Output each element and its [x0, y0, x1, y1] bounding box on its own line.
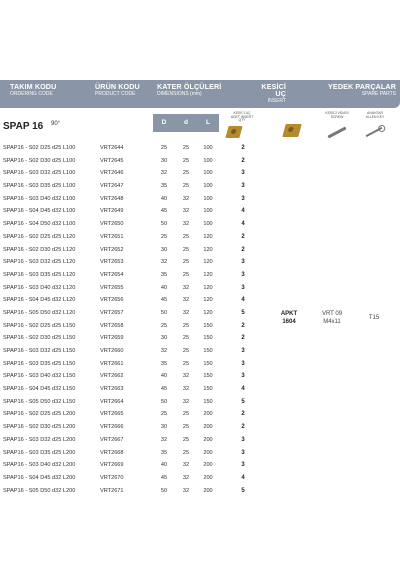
insert-qty-cell: 3 — [241, 360, 245, 367]
dim-D-cell: 32 — [160, 436, 168, 443]
product-code-cell: VRT2661 — [100, 360, 124, 367]
product-code-cell: VRT2660 — [100, 348, 124, 354]
insert-qty-cell: 3 — [241, 183, 245, 190]
dim-D-cell: 35 — [160, 360, 168, 367]
dim-L-cell: 100 — [203, 208, 213, 215]
insert-qty-label: KESİCİ UÇ ADET INSERT QTY — [230, 111, 254, 123]
spare-insert-line2: 1604 — [282, 319, 296, 326]
series-angle: 90° — [51, 121, 61, 127]
dim-d-cell: 25 — [182, 348, 190, 354]
dim-D-cell: 35 — [160, 183, 168, 190]
dim-D-cell: 50 — [160, 487, 168, 494]
ordering-code-cell: SPAP16 - S02 D30 d25 L100 — [3, 157, 76, 164]
ordering-code-cell: SPAP16 - S03 D40 d32 L120 — [3, 284, 76, 291]
insert-qty-cell: 3 — [241, 373, 245, 380]
table-row — [0, 155, 400, 168]
table-row — [0, 345, 400, 358]
insert-qty-cell: 4 — [241, 386, 245, 393]
ordering-code-cell: SPAP16 - S02 D30 d25 L200 — [3, 424, 76, 431]
table-row — [0, 370, 400, 383]
product-code-cell: VRT2663 — [100, 386, 124, 393]
dim-d-cell: 25 — [182, 271, 190, 278]
insert-qty-cell: 2 — [241, 424, 245, 431]
header-insert-en: INSERT — [267, 98, 286, 105]
dim-d-cell: 25 — [182, 449, 190, 456]
header-insert — [250, 83, 286, 104]
dim-d-cell: 25 — [182, 322, 190, 329]
insert-qty-cell: 5 — [241, 309, 245, 316]
dim-D-cell: 30 — [160, 157, 168, 164]
insert-qty-cell: 2 — [241, 335, 245, 342]
dim-D-cell: 50 — [160, 309, 168, 316]
dim-d-cell: 25 — [182, 170, 190, 177]
allen-key-icon — [366, 127, 383, 137]
ordering-code-cell: SPAP16 - S04 D45 d32 L100 — [3, 208, 76, 215]
dim-D-cell: 35 — [160, 271, 168, 278]
ordering-code-cell: SPAP16 - S04 D45 d32 L200 — [3, 474, 76, 481]
dim-D-cell: 40 — [160, 373, 168, 380]
dim-D-cell: 32 — [160, 259, 168, 266]
table-row — [0, 167, 400, 180]
ordering-code-cell: SPAP16 - S03 D35 d25 L120 — [3, 271, 76, 278]
table-row — [0, 459, 400, 472]
dim-D-cell: 45 — [160, 297, 168, 304]
dim-L-cell: 100 — [203, 157, 213, 164]
table-row — [0, 447, 400, 460]
ordering-code-cell: SPAP16 - S03 D35 d25 L150 — [3, 360, 76, 367]
insert-qty-cell: 2 — [241, 157, 245, 164]
ordering-code-cell: SPAP16 - S02 D25 d25 L150 — [3, 322, 76, 329]
table-row — [0, 218, 400, 231]
dim-d-cell: 25 — [182, 145, 190, 151]
insert-qty-cell: 2 — [241, 233, 245, 240]
dim-column-d: d — [175, 114, 197, 132]
ordering-code-cell: SPAP16 - S03 D35 d25 L200 — [3, 449, 76, 456]
dim-L-cell: 150 — [203, 398, 213, 405]
ordering-code-cell: SPAP16 - S03 D32 d25 L120 — [3, 259, 76, 266]
ordering-code-cell: SPAP16 - S03 D35 d25 L100 — [3, 183, 76, 190]
dim-d-cell: 25 — [182, 360, 190, 367]
table-row — [0, 282, 400, 295]
insert-qty-icon — [225, 126, 242, 138]
dim-L-cell: 120 — [203, 297, 213, 304]
dim-column-D: D — [153, 114, 175, 132]
table-row — [0, 383, 400, 396]
dim-d-cell: 25 — [182, 157, 190, 164]
ordering-code-cell: SPAP16 - S03 D40 d32 L150 — [3, 373, 76, 380]
header-product-code-tr: ÜRÜN KODU — [95, 82, 140, 91]
dim-d-cell: 32 — [182, 284, 190, 291]
spare-insert — [274, 310, 304, 326]
product-code-cell: VRT2652 — [100, 246, 124, 253]
table-row — [0, 180, 400, 193]
insert-qty-cell: 5 — [241, 398, 245, 405]
header-insert-tr: KESİCİ UÇ — [261, 82, 286, 99]
insert-qty-cell: 3 — [241, 271, 245, 278]
spare-screw-line1: VRT 09 — [321, 311, 343, 317]
dim-D-cell: 32 — [160, 348, 168, 354]
product-code-cell: VRT2654 — [100, 271, 124, 278]
table-row — [0, 485, 400, 498]
dim-d-cell: 32 — [182, 195, 190, 202]
dim-L-cell: 150 — [203, 322, 213, 329]
dim-D-cell: 32 — [160, 170, 168, 177]
dim-L-cell: 200 — [203, 411, 213, 418]
product-code-cell: VRT2667 — [100, 436, 124, 443]
dim-D-cell: 40 — [160, 284, 168, 291]
dim-D-cell: 40 — [160, 195, 168, 202]
product-code-cell: VRT2670 — [100, 474, 124, 481]
ordering-code-cell: SPAP16 - S02 D25 d25 L100 — [3, 145, 76, 151]
dim-D-cell: 45 — [160, 386, 168, 393]
product-code-cell: VRT2646 — [100, 170, 124, 177]
insert-qty-cell: 4 — [241, 474, 245, 481]
product-code-cell: VRT2647 — [100, 183, 124, 190]
table-row — [0, 256, 400, 269]
header-dimensions-en: DIMENSIONS (mm) — [157, 91, 202, 98]
dim-column-L: L — [197, 114, 219, 132]
ordering-code-cell: SPAP16 - S02 D30 d25 L150 — [3, 335, 76, 342]
dim-L-cell: 120 — [203, 246, 213, 253]
insert-qty-cell: 3 — [241, 449, 245, 456]
header-ordering-code-tr: TAKIM KODU — [10, 82, 57, 91]
dim-L-cell: 200 — [203, 436, 213, 443]
dim-D-cell: 50 — [160, 398, 168, 405]
header-ordering-code — [10, 83, 56, 97]
dim-L-cell: 100 — [203, 195, 213, 202]
product-code-cell: VRT2656 — [100, 297, 124, 304]
ordering-code-cell: SPAP16 - S04 D45 d32 L120 — [3, 297, 76, 304]
dim-d-cell: 25 — [182, 233, 190, 240]
insert-qty-cell: 4 — [241, 208, 245, 215]
product-code-cell: VRT2666 — [100, 424, 124, 431]
spare-screw — [317, 310, 347, 326]
product-code-cell: VRT2644 — [100, 145, 124, 151]
header-ordering-code-en: ORDERING CODE — [10, 91, 53, 98]
insert-qty-cell: 4 — [241, 221, 245, 228]
dim-D-cell: 40 — [160, 462, 168, 469]
dim-L-cell: 150 — [203, 348, 213, 354]
dim-L-cell: 200 — [203, 474, 213, 481]
header-dimensions-tr: KATER ÖLÇÜLERİ — [157, 82, 222, 91]
dim-d-cell: 32 — [182, 221, 190, 228]
product-code-cell: VRT2653 — [100, 259, 124, 266]
dim-L-cell: 150 — [203, 360, 213, 367]
dim-d-cell: 25 — [182, 436, 190, 443]
ordering-code-cell: SPAP16 - S02 D25 d25 L120 — [3, 233, 76, 240]
table-row — [0, 358, 400, 371]
table-row — [0, 408, 400, 421]
ordering-code-cell: SPAP16 - S02 D30 d25 L120 — [3, 246, 76, 253]
product-code-cell: VRT2651 — [100, 233, 124, 240]
insert-qty-cell: 4 — [241, 297, 245, 304]
dim-D-cell: 25 — [160, 145, 168, 151]
spare-key: T15 — [368, 315, 380, 321]
product-code-cell: VRT2657 — [100, 309, 124, 316]
table-header-bar — [0, 80, 400, 108]
product-code-cell: VRT2655 — [100, 284, 124, 291]
header-product-code-en: PRODUCT CODE — [95, 91, 136, 98]
dim-L-cell: 120 — [203, 309, 213, 316]
product-code-cell: VRT2668 — [100, 449, 124, 456]
table-row — [0, 142, 400, 155]
dim-D-cell: 45 — [160, 208, 168, 215]
ordering-code-cell: SPAP16 - S05 D50 d32 L150 — [3, 398, 76, 405]
product-code-cell: VRT2659 — [100, 335, 124, 342]
dim-d-cell: 32 — [182, 309, 190, 316]
product-code-cell: VRT2645 — [100, 157, 124, 164]
insert-qty-cell: 3 — [241, 348, 245, 354]
dim-D-cell: 30 — [160, 424, 168, 431]
series-title: SPAP 16 — [3, 121, 44, 132]
dim-L-cell: 120 — [203, 284, 213, 291]
product-code-cell: VRT2671 — [100, 487, 124, 494]
dim-L-cell: 150 — [203, 386, 213, 393]
ordering-code-cell: SPAP16 - S02 D25 d25 L200 — [3, 411, 76, 418]
insert-qty-cell: 2 — [241, 322, 245, 329]
dim-D-cell: 25 — [160, 233, 168, 240]
dim-d-cell: 32 — [182, 398, 190, 405]
product-code-cell: VRT2649 — [100, 208, 124, 215]
ordering-code-cell: SPAP16 - S03 D40 d32 L200 — [3, 462, 76, 469]
ordering-code-cell: SPAP16 - S05 D50 d32 L120 — [3, 309, 76, 316]
dim-d-cell: 32 — [182, 474, 190, 481]
ordering-code-cell: SPAP16 - S03 D40 d32 L100 — [3, 195, 76, 202]
product-code-cell: VRT2669 — [100, 462, 124, 469]
dim-D-cell: 30 — [160, 246, 168, 253]
dim-d-cell: 32 — [182, 208, 190, 215]
dim-d-cell: 25 — [182, 411, 190, 418]
spare-screw-line2: M4x11 — [323, 319, 341, 326]
dim-L-cell: 120 — [203, 233, 213, 240]
table-row — [0, 472, 400, 485]
insert-qty-cell: 2 — [241, 411, 245, 418]
insert-qty-cell: 3 — [241, 259, 245, 266]
table-row — [0, 294, 400, 307]
table-row — [0, 421, 400, 434]
ordering-code-cell: SPAP16 - S04 D50 d32 L100 — [3, 221, 76, 228]
dim-d-cell: 32 — [182, 373, 190, 380]
table-row — [0, 193, 400, 206]
key-label: ANAHTAR ALLEN KEY — [365, 111, 385, 119]
insert-qty-cell: 3 — [241, 436, 245, 443]
ordering-code-cell: SPAP16 - S04 D45 d32 L150 — [3, 386, 76, 393]
dim-d-cell: 32 — [182, 487, 190, 494]
dim-L-cell: 150 — [203, 335, 213, 342]
ordering-code-cell: SPAP16 - S03 D32 d25 L150 — [3, 348, 76, 354]
insert-qty-cell: 3 — [241, 284, 245, 291]
insert-qty-cell: 3 — [241, 462, 245, 469]
dim-L-cell: 100 — [203, 145, 213, 151]
dim-L-cell: 200 — [203, 424, 213, 431]
insert-qty-cell: 2 — [241, 246, 245, 253]
table-row — [0, 269, 400, 282]
table-row — [0, 434, 400, 447]
dim-L-cell: 200 — [203, 449, 213, 456]
dim-L-cell: 150 — [203, 373, 213, 380]
dim-d-cell: 32 — [182, 297, 190, 304]
table-row — [0, 231, 400, 244]
product-code-cell: VRT2658 — [100, 322, 124, 329]
product-code-cell: VRT2648 — [100, 195, 124, 202]
dim-d-cell: 25 — [182, 259, 190, 266]
header-spare-parts — [328, 83, 396, 97]
insert-qty-cell: 3 — [241, 170, 245, 177]
ordering-code-cell: SPAP16 - S03 D32 d25 L200 — [3, 436, 76, 443]
screw-label: KESİCİ VİDASI SCREW — [325, 111, 349, 119]
header-dimensions — [157, 83, 221, 97]
spare-insert-line1: APKT — [280, 311, 298, 317]
dim-D-cell: 25 — [160, 411, 168, 418]
dim-D-cell: 50 — [160, 221, 168, 228]
table-row — [0, 244, 400, 257]
header-spare-en: SPARE PARTS — [361, 91, 396, 98]
product-code-cell: VRT2662 — [100, 373, 124, 380]
product-code-cell: VRT2664 — [100, 398, 124, 405]
screw-icon — [327, 126, 346, 138]
table-row — [0, 396, 400, 409]
dim-d-cell: 25 — [182, 183, 190, 190]
dim-L-cell: 200 — [203, 487, 213, 494]
insert-qty-cell: 2 — [241, 145, 245, 151]
dim-d-cell: 25 — [182, 246, 190, 253]
header-spare-tr: YEDEK PARÇALAR — [328, 82, 396, 91]
dim-D-cell: 30 — [160, 335, 168, 342]
insert-icon — [282, 124, 301, 137]
dim-L-cell: 100 — [203, 183, 213, 190]
dim-L-cell: 100 — [203, 221, 213, 228]
dim-D-cell: 35 — [160, 449, 168, 456]
dim-L-cell: 200 — [203, 462, 213, 469]
dim-L-cell: 120 — [203, 259, 213, 266]
insert-qty-cell: 3 — [241, 195, 245, 202]
product-code-cell: VRT2665 — [100, 411, 124, 418]
ordering-code-cell: SPAP16 - S05 D50 d32 L200 — [3, 487, 76, 494]
dim-L-cell: 100 — [203, 170, 213, 177]
dim-d-cell: 32 — [182, 386, 190, 393]
dim-d-cell: 32 — [182, 462, 190, 469]
table-row — [0, 205, 400, 218]
ordering-code-cell: SPAP16 - S03 D32 d25 L100 — [3, 170, 76, 177]
dim-D-cell: 25 — [160, 322, 168, 329]
dim-d-cell: 25 — [182, 335, 190, 342]
dim-L-cell: 120 — [203, 271, 213, 278]
product-code-cell: VRT2650 — [100, 221, 124, 228]
insert-qty-cell: 5 — [241, 487, 245, 494]
dim-d-cell: 25 — [182, 424, 190, 431]
header-product-code — [95, 83, 140, 97]
table-row — [0, 332, 400, 345]
dim-D-cell: 45 — [160, 474, 168, 481]
